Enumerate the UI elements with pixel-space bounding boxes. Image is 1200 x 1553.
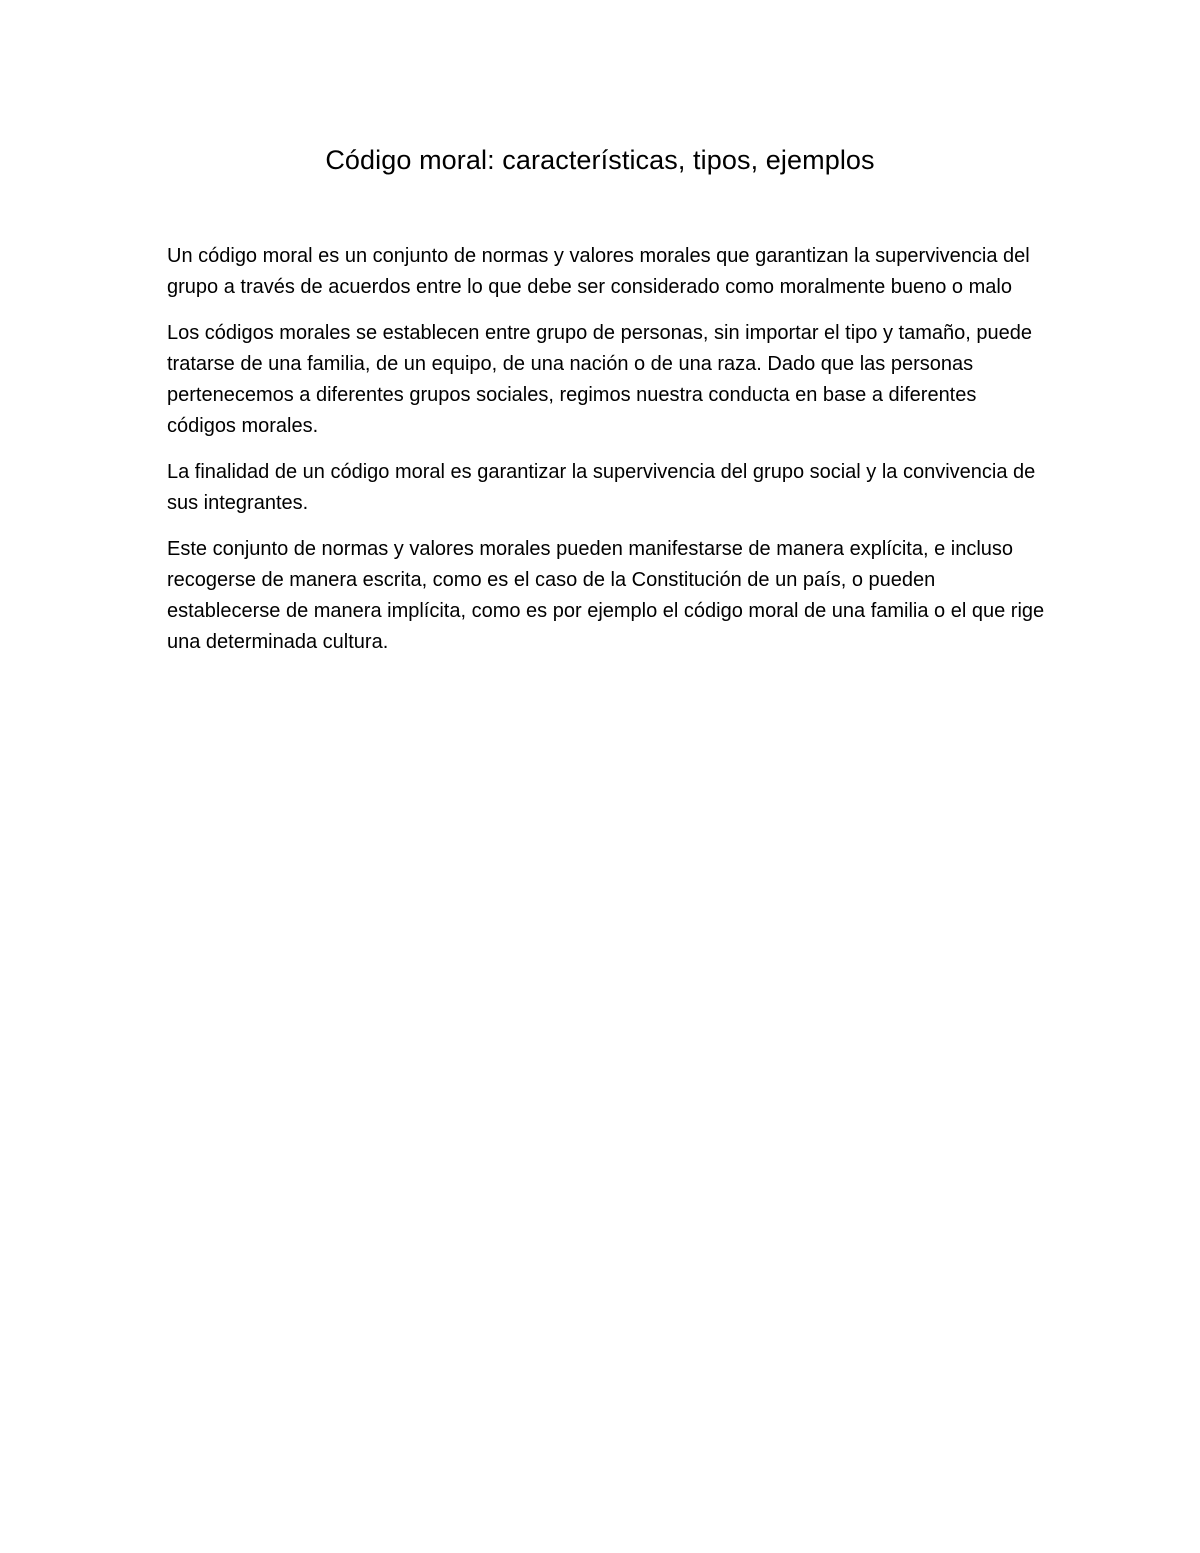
paragraph-definition: Un código moral es un conjunto de normas y valores morales que garantizan la supervivencia del grupo a través de acuerdos entre lo que debe ser considerado como moralmente bueno o malo [167,245,1030,298]
document-title: Código moral: características, tipos, ejemplos [325,145,875,175]
document-body [167,241,1047,673]
paragraph-purpose: La finalidad de un código moral es garantizar la supervivencia del grupo social y la convivencia de sus integrantes. [167,461,1036,514]
paragraph-groups: Los códigos morales se establecen entre grupo de personas, sin importar el tipo y tamaño, puede tratarse de una familia, de un equipo, de una nación o de una raza. Dado que las personas pertenecemos a diferentes grupos sociales, regimos nuestra conducta en base a diferentes códigos morales. [167,322,1032,437]
paragraph-manifestation: Este conjunto de normas y valores morales pueden manifestarse de manera explícita, e incluso recogerse de manera escrita, como es el caso de la Constitución de un país, o pueden establecerse de manera implícita, como es por ejemplo el código moral de una familia o el que rige una determinada cultura. [167,538,1045,653]
